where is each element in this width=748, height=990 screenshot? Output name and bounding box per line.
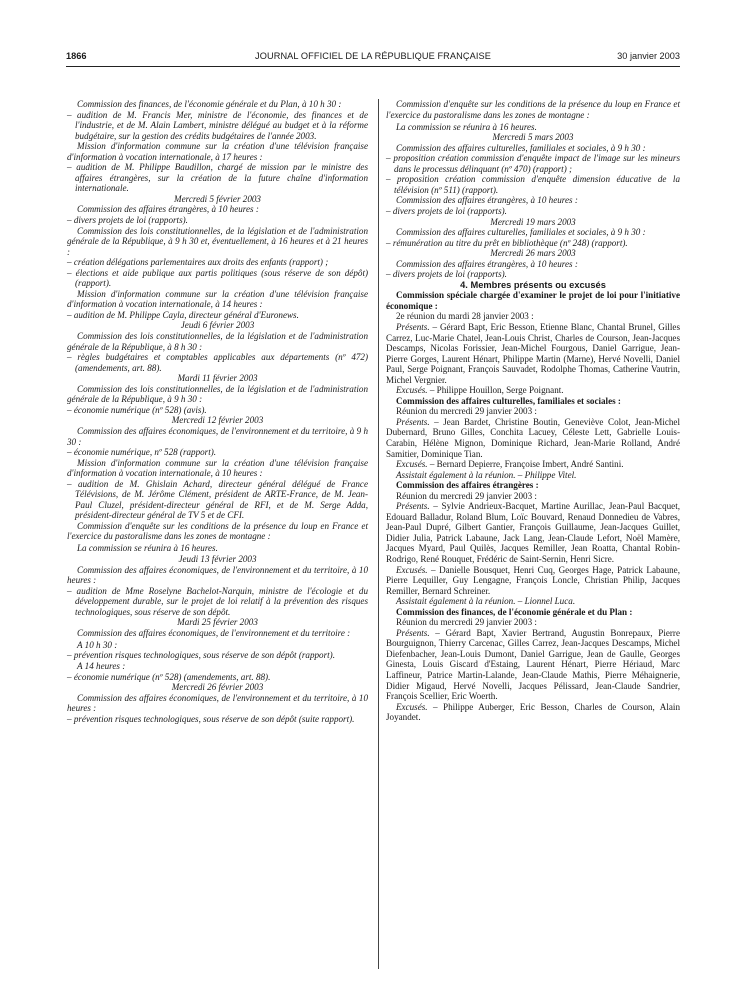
attendance-names: – Gérard Bapt, Xavier Bertrand, Augustin Bonrepaux, Pierre Bourguignon, Thierry Carcenac, Gilles Carrez, Jean-Jacques Descamps, Michel Diefenbacher, Jean-Louis Dumont, Daniel Garrigue, Jean de Gaulle, Georges Ginesta, Louis Giscard d'Estaing, Laurent Hénart, Pierre Hériaud, Marc Laffineur, Patrice Martin-Lalande, Jean-Claude Mathis, Pierre Méhaignerie, Didier Migaud, Hervé Novelli, Jacques Pélissard, Jean-Claude Sandrier, François Scellier, Eric Woerth. xyxy=(386,627,680,702)
attendance-label: Présents. xyxy=(396,627,430,638)
agenda-item: – création délégations parlementaires aux droits des enfants (rapport) ; xyxy=(67,257,329,268)
date-heading: Jeudi 13 février 2003 xyxy=(178,554,257,565)
committee-line: Commission des lois constitutionnelles, de la législation et de l'administration générale de la République, à 9 h 30 : xyxy=(67,383,368,405)
committee-line: Mission d'information commune sur la création d'une télévision française d'information à vocation internationale, à 17 heures : xyxy=(67,141,368,162)
attendance-paragraph xyxy=(386,459,680,470)
date-heading: Mercredi 26 mars 2003 xyxy=(490,248,576,259)
agenda-item: – élections et aide publique aux partis politiques (sous réserve de son dépôt) (rapport). xyxy=(67,267,368,289)
date-heading: Jeudi 6 février 2003 xyxy=(180,320,255,331)
agenda-item: – audition de M. Francis Mer, ministre de l'économie, des finances et de l'industrie, et de M. Alain Lambert, ministre délégué au budget et à la réforme budgétaire, sur la gestion des crédits budgétaires de l'année 2003. xyxy=(67,109,368,141)
agenda-item: – audition de Mme Roselyne Bachelot-Narquin, ministre de l'écologie et du développement durable, sur le projet de loi relatif à la prévention des risques technologiques, sous réserve de son dépôt. xyxy=(67,585,368,617)
agenda-item: – prévention risques technologiques, sous réserve de son dépôt (suite rapport). xyxy=(67,713,355,724)
agenda-item: – audition de M. Philippe Cayla, directeur général d'Euronews. xyxy=(67,309,299,320)
committee-line: Commission des affaires économiques, de l'environnement et du territoire : xyxy=(77,627,351,638)
agenda-item: – divers projets de loi (rapports). xyxy=(67,215,188,226)
committee-line: Mission d'information commune sur la création d'une télévision française d'information à vocation internationale, à 10 heures : xyxy=(67,457,368,479)
committee-line: Commission d'enquête sur les conditions de la présence du loup en France et l'exercice du pastoralisme dans les zones de montagne : xyxy=(386,99,680,120)
header-rule xyxy=(66,66,680,67)
committee-line: Commission des affaires étrangères, à 10 heures : xyxy=(396,195,578,206)
attendance-names: – Philippe Auberger, Eric Besson, Charles de Courson, Alain Joyandet. xyxy=(386,701,680,723)
attendance-paragraph xyxy=(386,501,680,564)
meeting-line: 2e réunion du mardi 28 janvier 2003 : xyxy=(396,311,534,322)
committee-heading: Commission des affaires culturelles, familiales et sociales : xyxy=(396,395,621,406)
committee-line: La commission se réunira à 16 heures. xyxy=(396,121,537,132)
page-number: 1866 xyxy=(66,51,87,61)
attendance-label: Présents. xyxy=(396,321,430,332)
agenda-item: – économie numérique, nº 528 (rapport). xyxy=(67,447,217,458)
agenda-item: – économie numérique (nº 528) (amendements, art. 88). xyxy=(67,671,271,682)
attendance-names: – Danielle Bousquet, Henri Cuq, Georges Hage, Patrick Labaune, Pierre Lequiller, Guy Lengagne, François Loncle, Christian Philip, Jacques Remiller, Bernard Schreiner. xyxy=(386,564,680,596)
attendance-names: – Gérard Bapt, Eric Besson, Etienne Blanc, Chantal Brunel, Gilles Carrez, Luc-Marie Chatel, Jean-Louis Christ, Charles de Courson, Jean-Jacques Descamps, Nicolas Forissier, Jean-Michel Fourgous, Daniel Garrigue, Jean-Pierre Gorges, Laurent Hénart, Philippe Martin (Marne), Hervé Novelli, Daniel Paul, Serge Poignant, François Sauvadet, Rodolphe Thomas, Catherine Vautrin, Michel Vergnier. xyxy=(386,321,680,385)
committee-line: La commission se réunira à 16 heures. xyxy=(77,543,218,554)
attendance-label: Excusés. xyxy=(396,385,428,396)
date-heading: Mercredi 5 février 2003 xyxy=(174,193,261,204)
attendance-paragraph xyxy=(386,702,680,723)
meeting-line: Réunion du mercredi 29 janvier 2003 : xyxy=(396,490,537,501)
date-heading: Mercredi 5 mars 2003 xyxy=(492,132,574,143)
page-header xyxy=(66,51,680,63)
right-column xyxy=(386,99,680,723)
committee-line: Commission des affaires économiques, de l'environnement et du territoire, à 9 h 30 : xyxy=(67,425,368,447)
attendance-paragraph xyxy=(386,385,680,396)
date-heading: Mercredi 19 mars 2003 xyxy=(490,216,576,227)
committee-line: Commission des affaires économiques, de l'environnement et du territoire, à 10 heures : xyxy=(67,692,368,714)
committee-line: Commission des affaires étrangères, à 10 heures : xyxy=(77,204,259,215)
journal-title: JOURNAL OFFICIEL DE LA RÉPUBLIQUE FRANÇAISE xyxy=(255,51,491,61)
attendance-names: – Bernard Depierre, Françoise Imbert, André Santini. xyxy=(427,459,624,470)
left-column xyxy=(67,99,368,724)
attendance-label: Présents. xyxy=(396,501,430,512)
committee-heading: Commission des finances, de l'économie générale et du Plan : xyxy=(396,606,633,617)
meeting-line: Réunion du mercredi 29 janvier 2003 : xyxy=(396,406,537,417)
agenda-item: – audition de M. Ghislain Achard, directeur général délégué de France Télévisions, de M. Jérôme Clément, président de ARTE-France, de M. Jean-Paul Cluzel, président-directeur général de RFI, et de M. Serge Adda, président-directeur général de TV 5 et de CFI. xyxy=(67,478,368,521)
date-heading: Mercredi 12 février 2003 xyxy=(171,415,264,426)
attendance-label: Présents. xyxy=(396,416,430,427)
date-heading: Mardi 11 février 2003 xyxy=(177,373,258,384)
meeting-line: Réunion du mercredi 29 janvier 2003 : xyxy=(396,617,537,628)
section-heading: 4. Membres présents ou excusés xyxy=(460,279,606,290)
agenda-item: – proposition création commission d'enquête dimension éducative de la télévision (nº 511) (rapport). xyxy=(386,174,680,195)
agenda-item: – économie numérique (nº 528) (avis). xyxy=(67,404,207,415)
attendance-paragraph xyxy=(386,417,680,459)
committee-line: Commission des affaires culturelles, familiales et sociales, à 9 h 30 : xyxy=(396,227,646,238)
committee-line: Commission des affaires culturelles, familiales et sociales, à 9 h 30 : xyxy=(396,142,646,153)
agenda-item: – divers projets de loi (rapports). xyxy=(386,205,507,216)
agenda-item: – audition de M. Philippe Baudillon, chargé de mission par le ministre des affaires étrangères, sur la création de la future chaîne d'information internationale. xyxy=(67,162,368,194)
attendance-names: – Philippe Houillon, Serge Poignant. xyxy=(427,385,564,396)
attendance-names: – Jean Bardet, Christine Boutin, Geneviève Colot, Jean-Michel Dubernard, Bruno Gilles, Conchita Lacuey, Céleste Lett, Gabrielle Louis-Carabin, Hélène Mignon, Dominique Richard, Jean-Marie Rolland, André Samitier, Dominique Tian. xyxy=(386,416,680,459)
agenda-item: – règles budgétaires et comptables applicables aux départements (nº 472) (amendements, art. 88). xyxy=(67,352,368,373)
date-heading: Mercredi 26 février 2003 xyxy=(171,682,264,693)
also-present-line: Assistait également à la réunion. – Lionnel Luca. xyxy=(396,596,576,607)
committee-heading: Commission spéciale chargée d'examiner le projet de loi pour l'initiative économique : xyxy=(386,290,680,311)
attendance-label: Excusés. xyxy=(396,564,428,575)
committee-line: A 10 h 30 : xyxy=(77,639,118,650)
issue-date: 30 janvier 2003 xyxy=(617,51,680,61)
agenda-item: – divers projets de loi (rapports). xyxy=(386,269,507,280)
committee-line: Commission des finances, de l'économie générale et du Plan, à 10 h 30 : xyxy=(77,99,342,109)
committee-line: Commission des affaires étrangères, à 10 heures : xyxy=(396,258,578,269)
attendance-paragraph xyxy=(386,628,680,702)
agenda-item: – proposition création commission d'enquête impact de l'image sur les mineurs dans le processus délinquant (nº 470) (rapport) ; xyxy=(386,153,680,174)
column-divider xyxy=(378,99,379,969)
attendance-label: Excusés. xyxy=(396,701,428,712)
agenda-item: – prévention risques technologiques, sous réserve de son dépôt (rapport). xyxy=(67,650,335,661)
committee-line: Commission des lois constitutionnelles, de la législation et de l'administration générale de la République, à 8 h 30 : xyxy=(67,331,368,352)
attendance-paragraph xyxy=(386,322,680,385)
committee-line: Mission d'information commune sur la création d'une télévision française d'information à vocation internationale, à 14 heures : xyxy=(67,288,368,310)
committee-line: Commission d'enquête sur les conditions de la présence du loup en France et l'exercice du pastoralisme dans les zones de montagne : xyxy=(67,520,368,542)
committee-line: A 14 heures : xyxy=(77,660,126,671)
committee-heading: Commission des affaires étrangères : xyxy=(396,480,539,491)
agenda-item: – rémunération au titre du prêt en bibliothèque (nº 248) (rapport). xyxy=(386,237,628,248)
attendance-names: – Sylvie Andrieux-Bacquet, Martine Aurillac, Jean-Paul Bacquet, Edouard Balladur, Roland Blum, Loïc Bouvard, Renaud Donnedieu de Vabres, Jean-Paul Dupré, Gilbert Gantier, François Guillaume, Jean-Jacques Guillet, Didier Julia, Patrick Labaune, Jack Lang, Jean-Claude Lefort, Noël Mamère, Jacques Myard, Paul Quilès, Jacques Remiller, Jean Roatta, Chantal Robin-Rodrigo, René Rouquet, Frédéric de Saint-Sernin, Henri Sicre. xyxy=(386,501,680,565)
attendance-paragraph xyxy=(386,565,680,597)
date-heading: Mardi 25 février 2003 xyxy=(177,617,258,628)
committee-line: Commission des affaires économiques, de l'environnement et du territoire, à 10 heures : xyxy=(67,564,368,586)
also-present-line: Assistait également à la réunion. – Philippe Vitel. xyxy=(396,469,577,480)
committee-line: Commission des lois constitutionnelles, de la législation et de l'administration générale de la République, à 9 h 30 et, éventuellement, à 16 heures et à 21 heures : xyxy=(67,225,368,257)
attendance-label: Excusés. xyxy=(396,459,428,470)
